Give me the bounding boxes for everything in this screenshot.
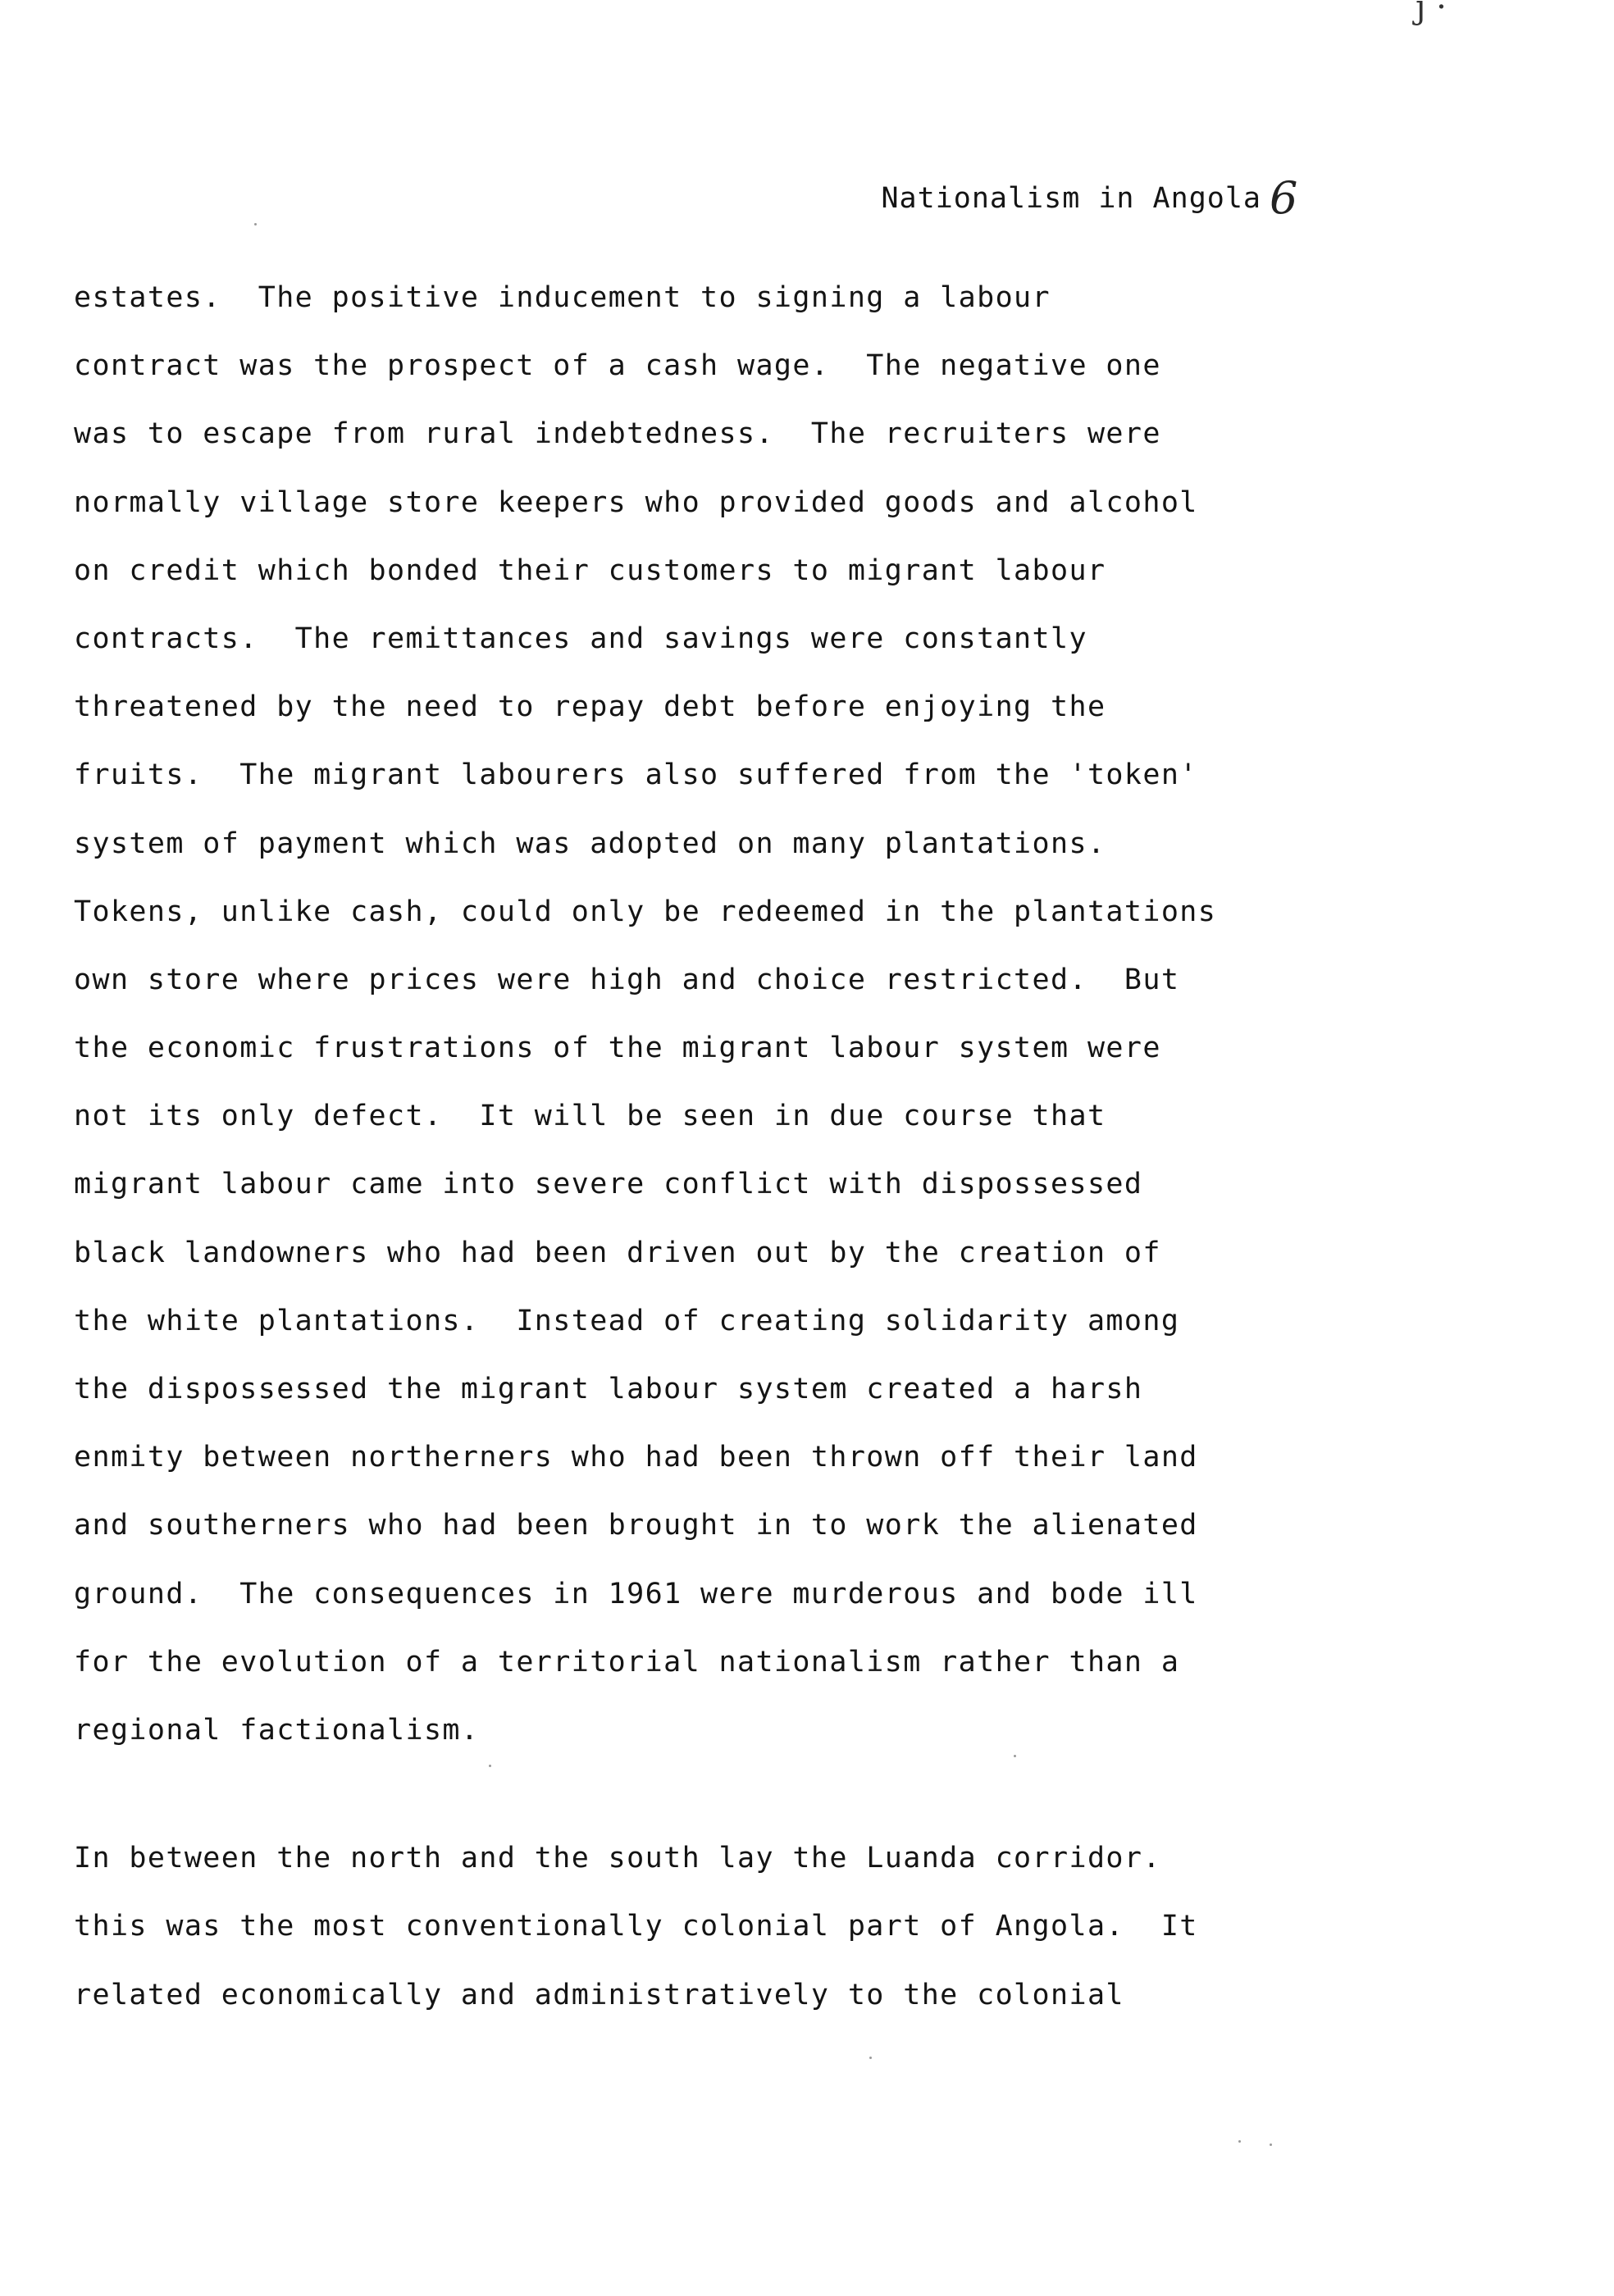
running-header: Nationalism in Angola xyxy=(881,182,1261,215)
text-line: the dispossessed the migrant labour system created a harsh xyxy=(74,1373,1143,1405)
text-line: Tokens, unlike cash, could only be redeemed in the plantations xyxy=(74,895,1217,928)
text-line: the white plantations. Instead of creating solidarity among xyxy=(74,1304,1180,1337)
paragraph-2 xyxy=(74,1824,1353,2029)
text-line: In between the north and the south lay the Luanda corridor. xyxy=(74,1842,1161,1875)
scan-speck xyxy=(1238,2140,1241,2143)
text-line: related economically and administratively to the colonial xyxy=(74,1978,1124,2011)
text-line: was to escape from rural indebtedness. The recruiters were xyxy=(74,417,1161,451)
text-line: ground. The consequences in 1961 were murderous and bode ill xyxy=(74,1577,1198,1610)
handwritten-page-number: 6 xyxy=(1270,172,1298,224)
text-line: the economic frustrations of the migrant labour system were xyxy=(74,1032,1161,1065)
scan-speck xyxy=(869,2057,872,2059)
text-line: own store where prices were high and choice restricted. But xyxy=(74,963,1180,996)
text-line: enmity between northerners who had been thrown off their land xyxy=(74,1441,1198,1474)
body-text xyxy=(74,264,1353,2029)
text-line: not its only defect. It will be seen in due course that xyxy=(74,1100,1106,1133)
scan-speck xyxy=(1270,2143,1272,2146)
scan-speck xyxy=(489,1765,491,1767)
text-line: this was the most conventionally colonial part of Angola. It xyxy=(74,1910,1198,1943)
text-line: estates. The positive inducement to signing a labour xyxy=(74,281,1051,314)
text-line: for the evolution of a territorial nationalism rather than a xyxy=(74,1645,1180,1679)
scan-speck xyxy=(254,223,257,226)
paragraph-1 xyxy=(74,264,1353,1765)
text-line: contracts. The remittances and savings were constantly xyxy=(74,622,1087,655)
paragraph-gap xyxy=(74,1765,1353,1824)
text-line: black landowners who had been driven out by the creation of xyxy=(74,1236,1161,1269)
text-line: and southerners who had been brought in to work the alienated xyxy=(74,1509,1198,1542)
scan-speck xyxy=(1014,1755,1016,1757)
text-line: fruits. The migrant labourers also suffered from the 'token' xyxy=(74,758,1198,792)
text-line: normally village store keepers who provided goods and alcohol xyxy=(74,485,1198,519)
text-line: system of payment which was adopted on many plantations. xyxy=(74,827,1106,860)
text-line: contract was the prospect of a cash wage. The negative one xyxy=(74,349,1161,383)
text-line: migrant labour came into severe conflict with dispossessed xyxy=(74,1168,1143,1201)
text-line: threatened by the need to repay debt before enjoying the xyxy=(74,690,1106,724)
corner-mark: ȷ · xyxy=(1416,0,1447,26)
text-line: regional factionalism. xyxy=(74,1713,480,1747)
text-line: on credit which bonded their customers to migrant labour xyxy=(74,554,1106,587)
